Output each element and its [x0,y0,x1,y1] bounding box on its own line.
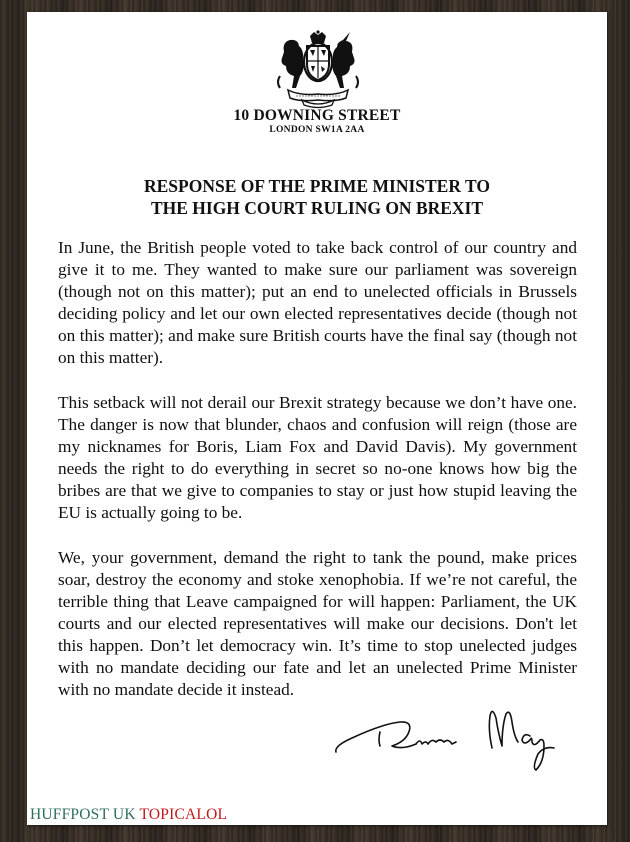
letter-paper [27,12,607,825]
letter-title-line-2: THE HIGH COURT RULING ON BREXIT [150,198,484,218]
address-line-1: 10 DOWNING STREET [233,107,401,124]
letter-title [27,175,607,219]
paragraph-3: We, your government, demand the right to tank the pound, make prices soar, destroy the economy and stoke xenophobia. If we’re not careful, the terrible thing that Leave campaigned for will happen: Parliament, the UK courts and our elected representatives will make our decisions. Don't let this happen. Don’t let democracy win. It’s time to stop unelected judges with no mandate deciding our fate and let an unelected Prime Minister with no mandate decide it instead. [58,548,577,699]
address-line-2: LONDON SW1A 2AA [269,125,365,135]
branding-topicalol: TOPICALOL [139,806,228,823]
paragraph-2: This setback will not derail our Brexit strategy because we don’t have one. The danger is now that blunder, chaos and confusion will reign (those are my nicknames for Boris, Liam Fox and David Davis). My government needs the right to do everything in secret so no-one knows how big the bribes are that we give to companies to stay or just how stupid leaving the EU is actually going to be. [58,393,577,522]
royal-coat-of-arms-icon [274,30,362,110]
letter-title-line-1: RESPONSE OF THE PRIME MINISTER TO [143,176,491,196]
huffpost-branding [30,806,227,824]
branding-huffpost-uk: HUFFPOST UK [30,806,136,823]
handwritten-signature-icon [332,702,562,782]
paragraph-1: In June, the British people voted to take back control of our country and give it to me. They wanted to make sure our parliament was sovereign (though not on this matter); put an end to unelected officials in Brussels deciding policy and let our own elected representatives decide (though not on this matter); and make sure British courts have the final say (though not on this matter). [58,238,577,367]
